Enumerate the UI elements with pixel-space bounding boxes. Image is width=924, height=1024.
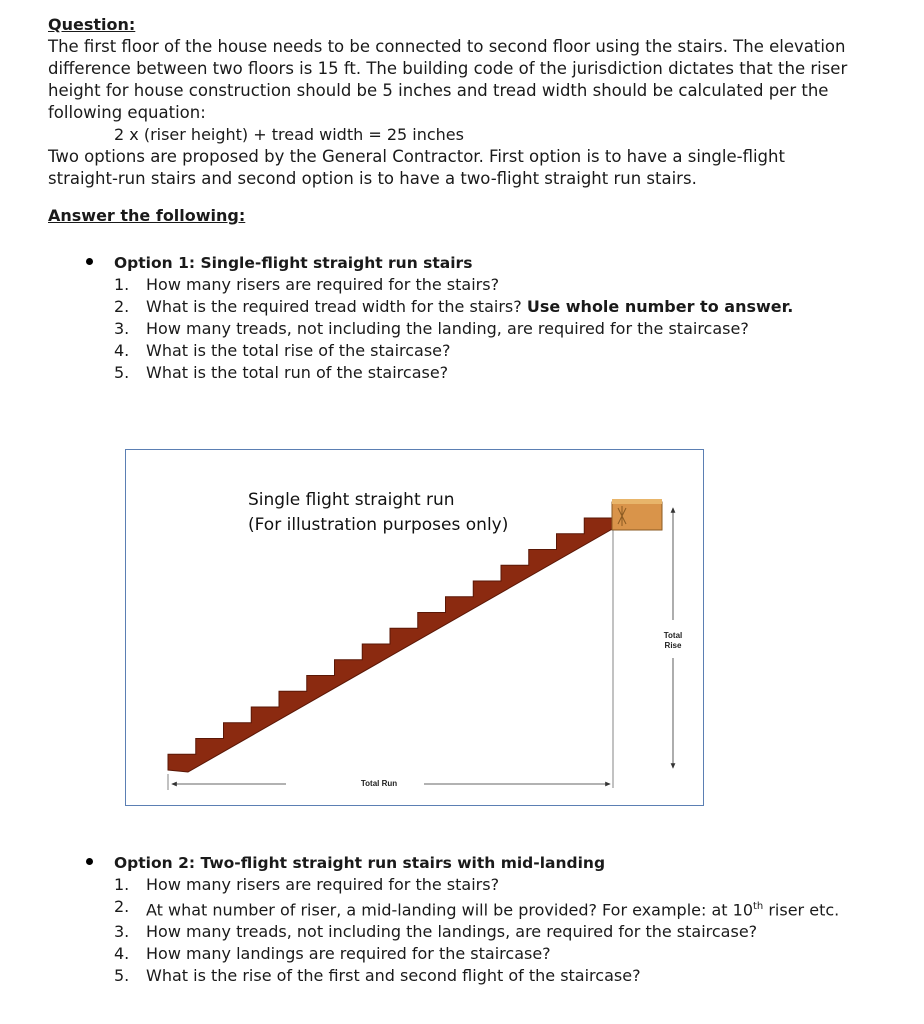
option-1 — [114, 252, 878, 384]
total-run-label: Total Run — [360, 779, 398, 788]
option-1-title: Option 1: Single-flight straight run stairs — [114, 254, 473, 272]
figure-title: Single flight straight run (For illustration purposes only) — [248, 490, 509, 535]
bullet — [86, 258, 93, 265]
stair-drawing — [126, 450, 702, 804]
list-item: 4. What is the total rise of the staircase? — [114, 341, 451, 360]
question-line-1: The first floor of the house needs to be connected to second floor using the stairs. The elevation — [48, 37, 846, 56]
list-item: 4. How many landings are required for the staircase? — [114, 944, 551, 964]
question-line-4: following equation: — [48, 103, 206, 122]
question-line-3: height for house construction should be 5 inches and tread width should be calculated per the — [48, 81, 829, 100]
landing-block — [612, 499, 662, 530]
option-1-questions — [114, 274, 878, 384]
document — [48, 14, 878, 384]
stair-illustration — [125, 449, 704, 806]
list-item: 3. How many treads, not including the landings, are required for the staircase? — [114, 922, 758, 942]
total-rise-label-2: Rise — [664, 641, 682, 650]
question-heading: Question: — [48, 15, 136, 34]
list-item: 3. How many treads, not including the landing, are required for the staircase? — [114, 319, 749, 338]
option-2-questions — [114, 874, 904, 987]
total-rise-label: Total — [663, 631, 683, 640]
option-2-title: Option 2: Two-flight straight run stairs with mid-landing — [114, 854, 606, 872]
list-item: 5. What is the rise of the first and second flight of the staircase? — [114, 966, 641, 986]
list-item: 5. What is the total run of the staircase? — [114, 363, 449, 382]
question-line-2: difference between two floors is 15 ft. The building code of the jurisdiction dictates that the riser — [48, 59, 848, 78]
list-item: 2. What is the required tread width for the stairs? Use whole number to answer. — [114, 297, 794, 316]
tread-equation: 2 x (riser height) + tread width = 25 inches — [114, 125, 464, 144]
list-item: 2. At what number of riser, a mid-landing will be provided? For example: at 10th riser etc. — [114, 897, 840, 920]
stair-stringer — [168, 518, 614, 772]
option-2 — [114, 852, 904, 987]
stair-steps — [168, 518, 614, 772]
question-line-5: Two options are proposed by the General Contractor. First option is to have a single-flight — [48, 147, 785, 166]
list-item: 1. How many risers are required for the stairs? — [114, 275, 500, 294]
bullet — [86, 858, 93, 865]
list-item: 1. How many risers are required for the stairs? — [114, 875, 500, 894]
question-line-6: straight-run stairs and second option is to have a two-flight straight run stairs. — [48, 169, 697, 188]
answer-heading: Answer the following: — [48, 206, 246, 225]
emphasis-note: Use whole number to answer. — [526, 297, 794, 316]
